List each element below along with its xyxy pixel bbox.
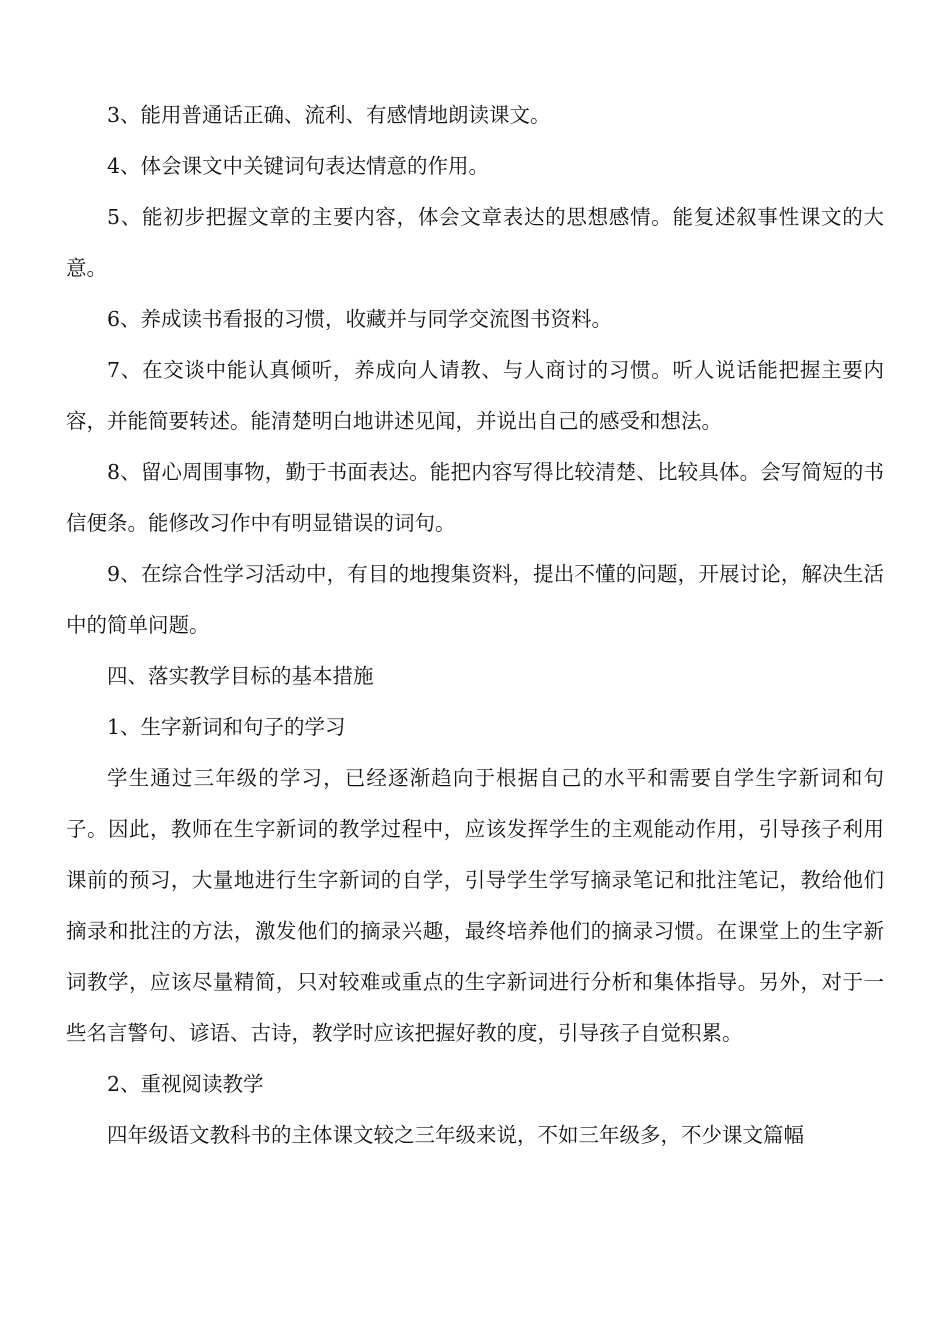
- paragraph-goal-4: 4、体会课文中关键词句表达情意的作用。: [107, 154, 490, 178]
- paragraph-goal-8: 8、留心周围事物，勤于书面表达。能把内容写得比较清楚、比较具体。会写简短的书信便条。能修改习作中有明显错误的词句。: [66, 460, 884, 535]
- paragraph-goal-5: 5、能初步把握文章的主要内容，体会文章表达的思想感情。能复述叙事性课文的大意。: [66, 205, 884, 280]
- paragraph-vocabulary-body: 学生通过三年级的学习，已经逐渐趋向于根据自己的水平和需要自学生字新词和句子。因此，教师在生字新词的教学过程中，应该发挥学生的主观能动作用，引导孩子利用课前的预习，大量地进行生字新词的自学，引导学生学写摘录笔记和批注笔记，教给他们摘录和批注的方法，激发他们的摘录兴趣，最终培养他们的摘录习惯。在课堂上的生字新词教学，应该尽量精简，只对较难或重点的生字新词进行分析和集体指导。另外，对于一些名言警句、谚语、古诗，教学时应该把握好教的度，引导孩子自觉积累。: [66, 766, 884, 1045]
- paragraph-goal-6: 6、养成读书看报的习惯，收藏并与同学交流图书资料。: [107, 307, 613, 331]
- subheading-vocabulary: 1、生字新词和句子的学习: [107, 715, 346, 739]
- section-heading-measures: 四、落实教学目标的基本措施: [107, 664, 374, 688]
- paragraph-goal-9: 9、在综合性学习活动中，有目的地搜集资料，提出不懂的问题，开展讨论，解决生活中的简单问题。: [66, 562, 884, 637]
- document-body: [66, 90, 884, 1161]
- paragraph-goal-3: 3、能用普通话正确、流利、有感情地朗读课文。: [107, 103, 551, 127]
- paragraph-goal-7: 7、在交谈中能认真倾听，养成向人请教、与人商讨的习惯。听人说话能把握主要内容，并能简要转述。能清楚明白地讲述见闻，并说出自己的感受和想法。: [66, 358, 884, 433]
- subheading-reading: 2、重视阅读教学: [107, 1072, 264, 1096]
- paragraph-reading-body: 四年级语文教科书的主体课文较之三年级来说，不如三年级多，不少课文篇幅: [107, 1123, 804, 1147]
